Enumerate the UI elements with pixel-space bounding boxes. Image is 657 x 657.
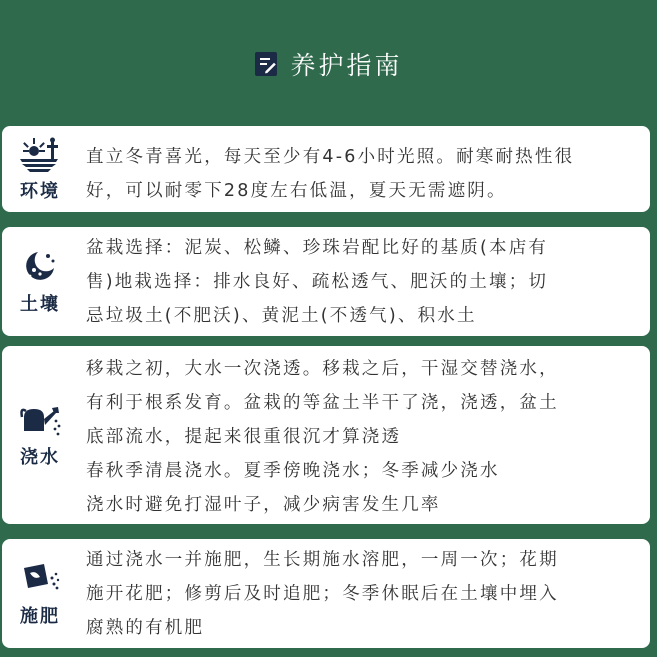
text-line: 浇水时避免打湿叶子，减少病害发生几率 [86, 495, 441, 515]
text-line: 通过浇水一并施肥，生长期施水溶肥，一周一次；花期 [86, 550, 559, 570]
text-line: 有利于根系发育。盆栽的等盆土半干了浇，浇透，盆土 [86, 393, 559, 413]
section-label: 浇水 [20, 447, 60, 468]
section-text [86, 352, 640, 522]
text-line: 腐熟的有机肥 [86, 618, 205, 638]
section-environment [2, 126, 650, 212]
text-line: 盆栽选择：泥炭、松鳞、珍珠岩配比好的基质(本店有 [86, 238, 549, 258]
text-line: 移栽之初，大水一次浇透。移栽之后，干湿交替浇水， [86, 359, 559, 379]
text-line: 直立冬青喜光，每天至少有4-6小时光照。耐寒耐热性很 [86, 147, 575, 167]
soil-moon-icon [18, 248, 62, 286]
text-line: 好，可以耐零下28度左右低温，夏天无需遮阴。 [86, 181, 507, 201]
section-label: 环境 [20, 181, 60, 202]
header-inner [254, 46, 402, 82]
sun-field-icon [18, 135, 62, 173]
text-line: 忌垃圾土(不肥沃)、黄泥土(不透气)、积水土 [86, 306, 477, 326]
section-side [2, 227, 78, 336]
section-side [2, 126, 78, 212]
section-fertilizing [2, 539, 650, 648]
fertilizer-bag-icon [18, 560, 62, 598]
section-text [86, 543, 640, 645]
text-line: 春秋季清晨浇水。夏季傍晚浇水；冬季减少浇水 [86, 461, 500, 481]
text-line: 底部流水，提起来很重很沉才算浇透 [86, 427, 402, 447]
section-watering [2, 346, 650, 524]
section-side [2, 539, 78, 648]
section-text [86, 231, 640, 333]
text-line: 售)地栽选择：排水良好、疏松透气、肥沃的土壤；切 [86, 272, 549, 292]
notepad-icon [254, 51, 280, 77]
section-soil [2, 227, 650, 336]
header [0, 0, 657, 125]
section-text [86, 140, 640, 208]
page-title: 养护指南 [290, 50, 403, 80]
watering-can-icon [18, 401, 62, 439]
section-side [2, 346, 78, 524]
section-label: 施肥 [20, 605, 60, 627]
section-label: 土壤 [20, 293, 60, 315]
text-line: 施开花肥；修剪后及时追肥；冬季休眠后在土壤中埋入 [86, 584, 559, 604]
